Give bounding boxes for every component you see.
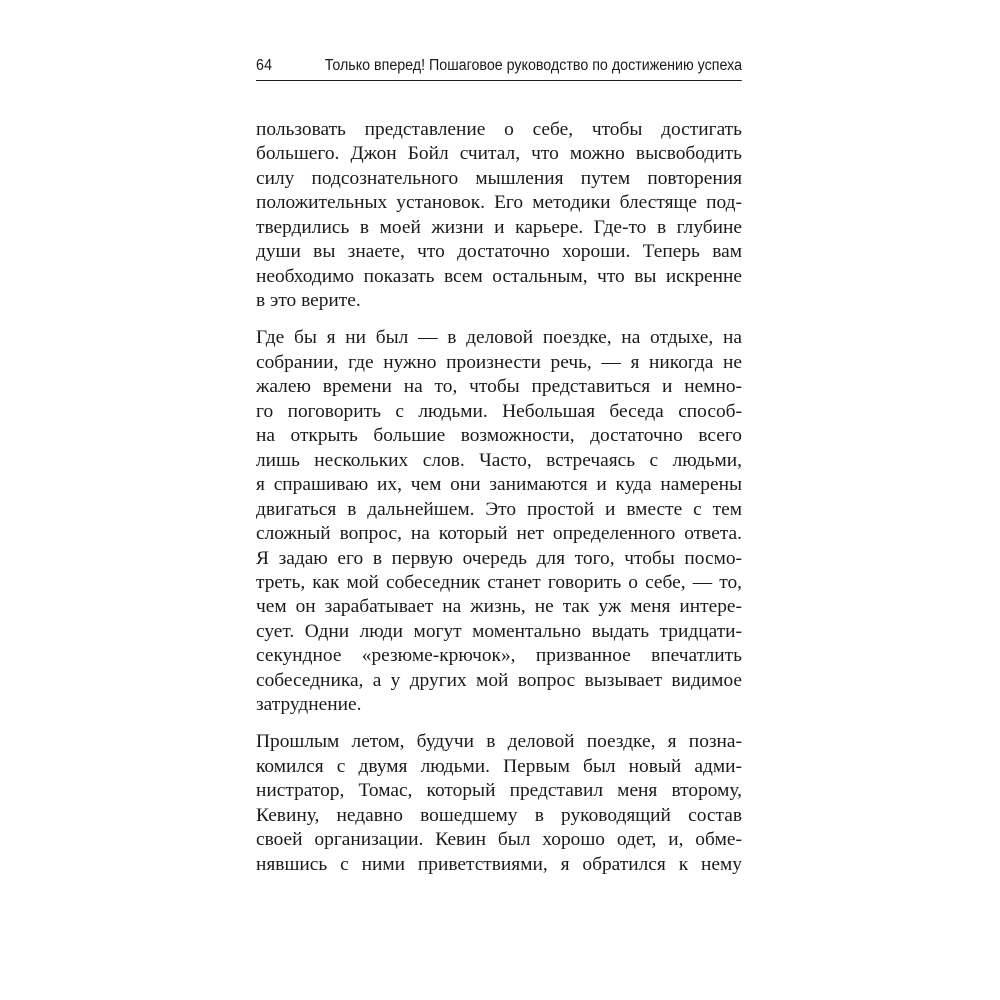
text-line: в это верите. xyxy=(256,290,361,312)
text-line: на открыть большие возможности, достаточно всего xyxy=(256,425,742,447)
text-line: нистратор, Томас, который представил меня второму, xyxy=(256,780,742,802)
text-line: двигаться в дальнейшем. Это простой и вместе с тем xyxy=(256,498,742,520)
text-line: Кевину, недавно вошедшему в руководящий состав xyxy=(256,804,742,826)
text-line: собрании, где нужно произнести речь, — я никогда не xyxy=(256,351,742,373)
paragraph-3 xyxy=(256,730,742,877)
text-line: затруднение. xyxy=(256,694,362,716)
text-line: сложный вопрос, на который нет определенного ответа. xyxy=(256,523,742,545)
text-line: силу подсознательного мышления путем повторения xyxy=(256,167,742,189)
text-line: необходимо показать всем остальным, что вы искренне xyxy=(256,265,742,287)
text-line: Где бы я ни был — в деловой поездке, на отдыхе, на xyxy=(256,327,742,349)
text-line: Я задаю его в первую очередь для того, чтобы посмо- xyxy=(256,547,742,569)
text-line: я спрашиваю их, чем они занимаются и куда намерены xyxy=(256,474,742,496)
text-line: лишь нескольких слов. Часто, встречаясь с людьми, xyxy=(256,449,742,471)
text-line: го поговорить с людьми. Небольшая беседа способ- xyxy=(256,400,742,422)
text-line: положительных установок. Его методики блестяще под- xyxy=(256,192,742,214)
page-number: 64 xyxy=(256,57,273,74)
text-line: сует. Одни люди могут моментально выдать тридцати- xyxy=(256,620,742,642)
text-line: комился с двумя людьми. Первым был новый адми- xyxy=(256,755,742,777)
paragraph-2 xyxy=(256,326,742,717)
book-page xyxy=(256,56,742,890)
text-line: души вы знаете, что достаточно хороши. Теперь вам xyxy=(256,241,742,263)
text-line: большего. Джон Бойл считал, что можно высвободить xyxy=(256,143,742,165)
running-title: Только вперед! Пошаговое руководство по достижению успеха xyxy=(324,57,743,74)
text-line: жалею времени на то, чтобы представиться и немно- xyxy=(256,376,742,398)
text-line: твердились в моей жизни и карьере. Где-то в глубине xyxy=(256,216,742,238)
body-text xyxy=(256,118,742,877)
text-line: собеседника, а у других мой вопрос вызывает видимое xyxy=(256,669,742,691)
text-line: своей организации. Кевин был хорошо одет, и, обме- xyxy=(256,829,742,851)
text-line: нявшись с ними приветствиями, я обратился к нему xyxy=(256,853,742,875)
text-line: треть, как мой собеседник станет говорить о себе, — то, xyxy=(256,571,742,593)
text-line: пользовать представление о себе, чтобы достигать xyxy=(256,119,742,140)
paragraph-1 xyxy=(256,118,742,314)
running-head xyxy=(256,56,742,81)
text-line: секундное «резюме-крючок», призванное впечатлить xyxy=(256,645,742,667)
text-line: чем он зарабатывает на жизнь, не так уж меня интере- xyxy=(256,596,742,618)
text-line: Прошлым летом, будучи в деловой поездке, я позна- xyxy=(256,731,742,753)
